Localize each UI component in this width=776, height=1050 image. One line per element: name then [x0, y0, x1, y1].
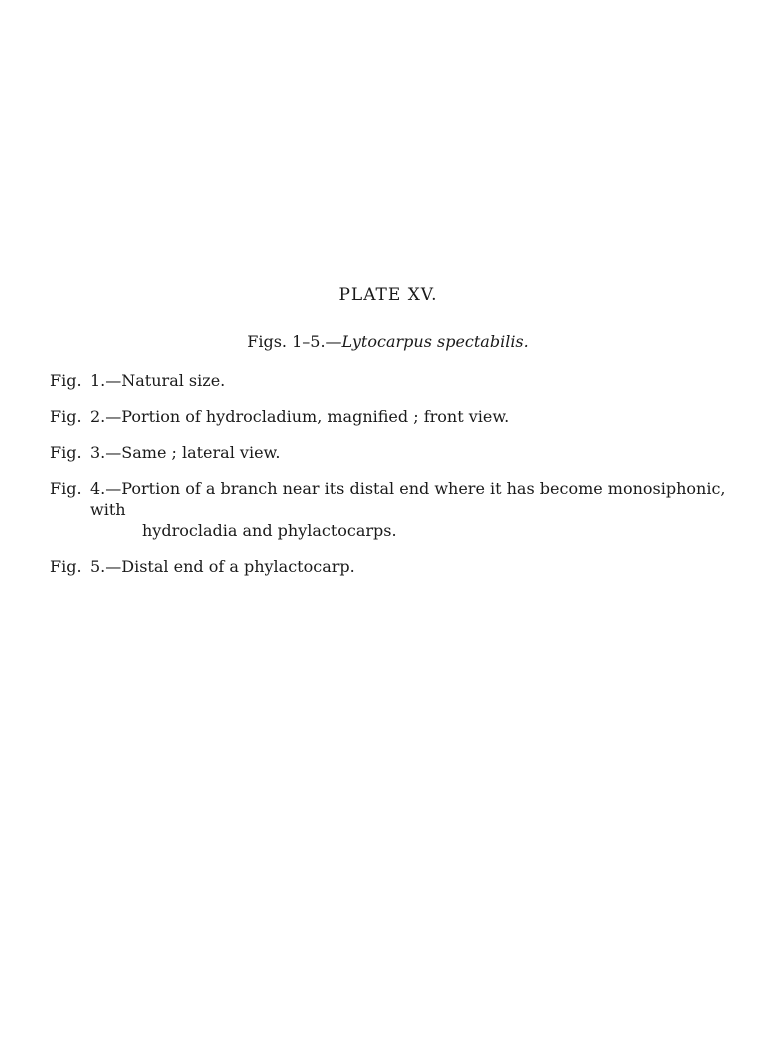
figure-description	[90, 442, 740, 463]
figure-entry-5	[50, 556, 740, 577]
figure-description	[90, 478, 740, 541]
figure-caption: —Portion of hydrocladium, magnified ; front view.	[105, 407, 510, 426]
figure-label: Fig.	[50, 557, 82, 576]
figure-label: Fig.	[50, 371, 82, 390]
figure-caption: —Distal end of a phylactocarp.	[105, 557, 355, 576]
figure-number: 2.	[90, 407, 106, 426]
figure-caption: —Portion of a branch near its distal end where it has become monosiphonic, with	[90, 479, 726, 519]
figure-entry-3	[50, 442, 740, 463]
figure-entry-4	[50, 478, 740, 541]
figure-label: Fig.	[50, 479, 82, 498]
figure-caption-continuation: hydrocladia and phylactocarps.	[142, 521, 397, 540]
figure-caption: —Same ; lateral view.	[105, 443, 281, 462]
species-name: Lytocarpus spectabilis.	[341, 332, 529, 351]
figure-number: 5.	[90, 557, 106, 576]
subheading-prefix: Figs. 1–5.—	[247, 332, 342, 351]
plate-title	[0, 285, 776, 305]
figure-label: Fig.	[50, 407, 82, 426]
figure-description	[90, 406, 740, 427]
figure-number: 3.	[90, 443, 106, 462]
figure-entry-1	[50, 370, 740, 391]
plate-title-text: PLATE XV.	[338, 285, 438, 305]
figure-number: 1.	[90, 371, 106, 390]
figure-description	[90, 556, 740, 577]
species-subheading	[0, 332, 776, 351]
figure-number: 4.	[90, 479, 106, 498]
figure-label: Fig.	[50, 443, 82, 462]
figure-description	[90, 370, 740, 391]
figure-caption: —Natural size.	[105, 371, 226, 390]
figure-list	[50, 370, 740, 592]
figure-entry-2	[50, 406, 740, 427]
